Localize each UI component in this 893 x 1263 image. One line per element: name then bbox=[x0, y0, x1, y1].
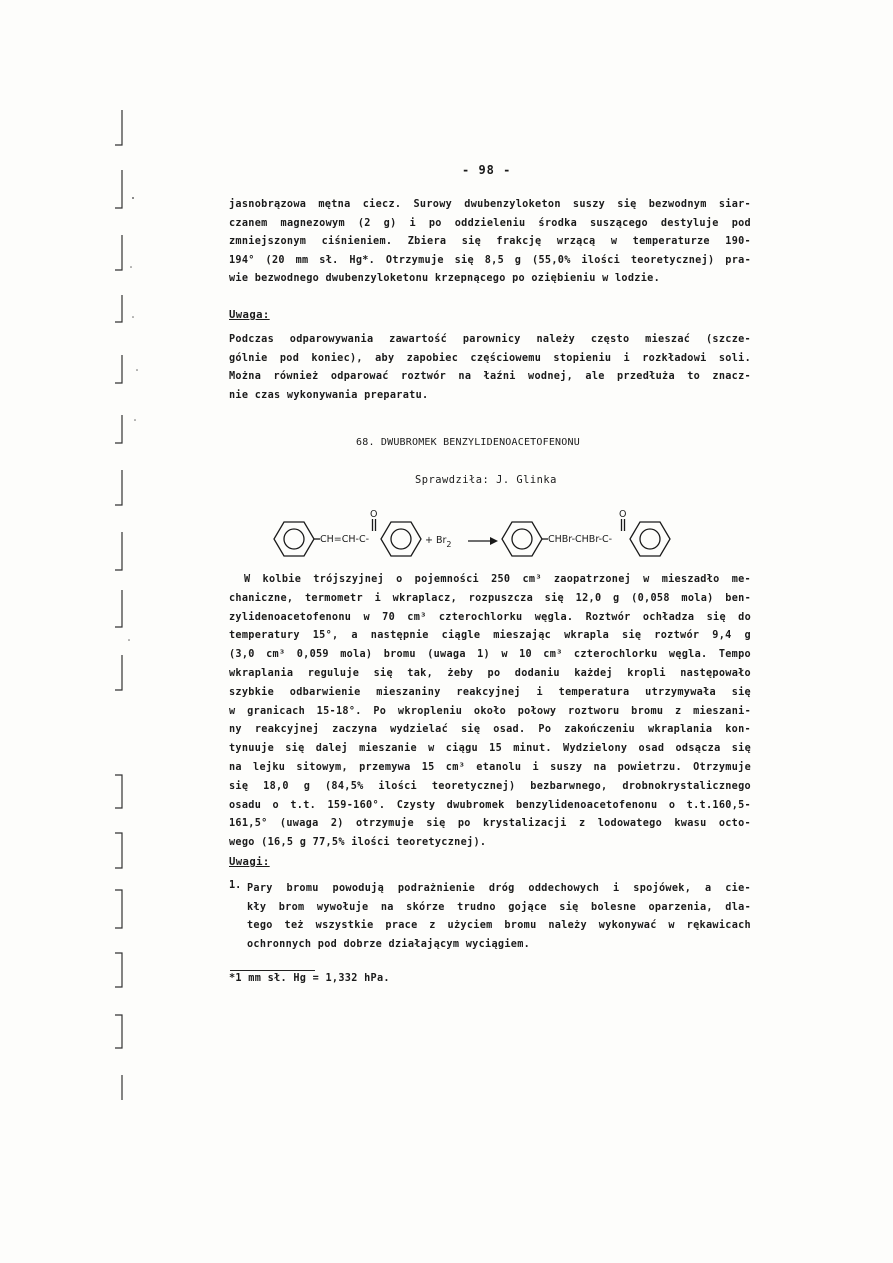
reactant-carbonyl-o: O bbox=[370, 509, 378, 520]
procedure-line-1: W kolbie trójszyjnej o pojemności 250 cm³ zaopatrzonej w mieszadło me- bbox=[244, 574, 751, 585]
footnote-rule bbox=[230, 970, 315, 971]
page-number: - 98 - bbox=[462, 163, 512, 177]
note-line-2: gólnie pod koniec), aby zapobiec częściowemu stopieniu i rozkładowi soli. bbox=[229, 352, 751, 364]
binder-margin-marks bbox=[105, 100, 165, 1150]
procedure-line-14: 161,5° (uwaga 2) otrzymuje się po krystalizacji z lodowatego kwasu octo- bbox=[229, 818, 751, 830]
section-author: Sprawdziła: J. Glinka bbox=[415, 474, 557, 486]
procedure-line-11: na lejku sitowym, przemywa 15 cm³ etanolu i suszy na powietrzu. Otrzymuje bbox=[229, 761, 751, 773]
benzene-ring-4 bbox=[630, 522, 670, 556]
procedure-line-8: w granicach 15-18°. Po wkropleniu około połowy roztworu bromu z mieszani- bbox=[229, 705, 751, 717]
note-heading: Uwaga: bbox=[229, 309, 270, 321]
procedure-line-4: temperatury 15°, a następnie ciągle mieszając wkrapla się roztwór 9,4 g bbox=[229, 630, 751, 642]
reaction-arrowhead bbox=[490, 537, 498, 545]
procedure-line-6: wkraplania reguluje się tak, żeby po dodaniu każdej kropli następowało bbox=[229, 667, 751, 679]
reagent-bromine: + $Br_2$ bbox=[425, 535, 452, 549]
section-title: 68. DWUBROMEK BENZYLIDENOACETOFENONU bbox=[356, 437, 580, 448]
note-paragraph bbox=[229, 331, 751, 405]
procedure-line-5: (3,0 cm³ 0,059 mola) bromu (uwaga 1) w 10 cm³ czterochlorku węgla. Tempo bbox=[229, 649, 751, 661]
benzene-ring-3 bbox=[502, 522, 542, 556]
procedure-paragraph bbox=[229, 571, 751, 853]
procedure-line-7: szybkie odbarwienie mieszaniny reakcyjnej i temperatura utrzymywała się bbox=[229, 686, 751, 698]
note-line-3: Można również odparować roztwór na łaźni wodnej, ale przedłuża to znacz- bbox=[229, 371, 751, 382]
product-chain: CHBr-CHBr-C- bbox=[548, 534, 613, 545]
note-item-1-line-4: ochronnych pod dobrze działającym wyciągiem. bbox=[247, 938, 531, 950]
intro-paragraph bbox=[229, 196, 751, 289]
note-line-4: nie czas wykonywania preparatu. bbox=[229, 389, 429, 401]
footnote: *1 mm sł. Hg = 1,332 hPa. bbox=[229, 973, 390, 984]
intro-line-5: wie bezwodnego dwubenzyloketonu krzepnącego po oziębieniu w lodzie. bbox=[229, 273, 661, 284]
note-item-1-line-3: tego też wszystkie prace z użyciem bromu należy wykonywać w rękawicach bbox=[247, 920, 751, 931]
reaction-scheme bbox=[258, 505, 678, 565]
notes-heading: Uwagi: bbox=[229, 856, 270, 868]
procedure-line-2: chaniczne, termometr i wkraplacz, rozpuszcza się 12,0 g (0,058 mola) ben- bbox=[229, 592, 751, 604]
procedure-line-9: ny reakcyjnej zaczyna wydzielać się osad. Po zakończeniu wkraplania kon- bbox=[229, 724, 751, 736]
intro-line-3: zmniejszonym ciśnieniem. Zbiera się frakcję wrzącą w temperaturze 190- bbox=[229, 236, 751, 247]
product-carbonyl-o: O bbox=[619, 509, 627, 520]
procedure-line-12: się 18,0 g (84,5% ilości teoretycznej) bezbarwnego, drobnokrystalicznego bbox=[229, 780, 751, 792]
intro-line-4: 194° (20 mm sł. Hg*. Otrzymuje się 8,5 g (55,0% ilości teoretycznej) pra- bbox=[229, 254, 751, 266]
procedure-line-15: wego (16,5 g 77,5% ilości teoretycznej). bbox=[229, 837, 487, 849]
note-line-1: Podczas odparowywania zawartość parownicy należy często mieszać (szcze- bbox=[229, 334, 751, 345]
note-item-1-line-1: Pary bromu powodują podrażnienie dróg oddechowych i spojówek, a cie- bbox=[247, 883, 751, 894]
note-item-1-line-2: kły brom wywołuje na skórze trudno gojące się bolesne oparzenia, dla- bbox=[247, 901, 751, 913]
procedure-line-10: tynuuje się dalej mieszanie w ciągu 15 minut. Wydzielony osad odsącza się bbox=[229, 743, 751, 755]
benzene-ring-1 bbox=[274, 522, 314, 556]
procedure-line-3: zylidenoacetofenonu w 70 cm³ czterochlorku węgla. Roztwór ochładza się do bbox=[229, 611, 751, 623]
benzene-ring-2 bbox=[381, 522, 421, 556]
intro-line-2: czanem magnezowym (2 g) i po oddzieleniu środka suszącego destyluje pod bbox=[229, 217, 751, 229]
note-item-1 bbox=[247, 880, 751, 954]
note-item-1-marker: 1. bbox=[229, 880, 242, 891]
reactant-chain: CH=CH-C- bbox=[320, 534, 370, 545]
procedure-line-13: osadu o t.t. 159-160°. Czysty dwubromek benzylidenoacetofenonu o t.t.160,5- bbox=[229, 799, 751, 811]
intro-line-1: jasnobrązowa mętna ciecz. Surowy dwubenzyloketon suszy się bezwodnym siar- bbox=[229, 199, 751, 210]
